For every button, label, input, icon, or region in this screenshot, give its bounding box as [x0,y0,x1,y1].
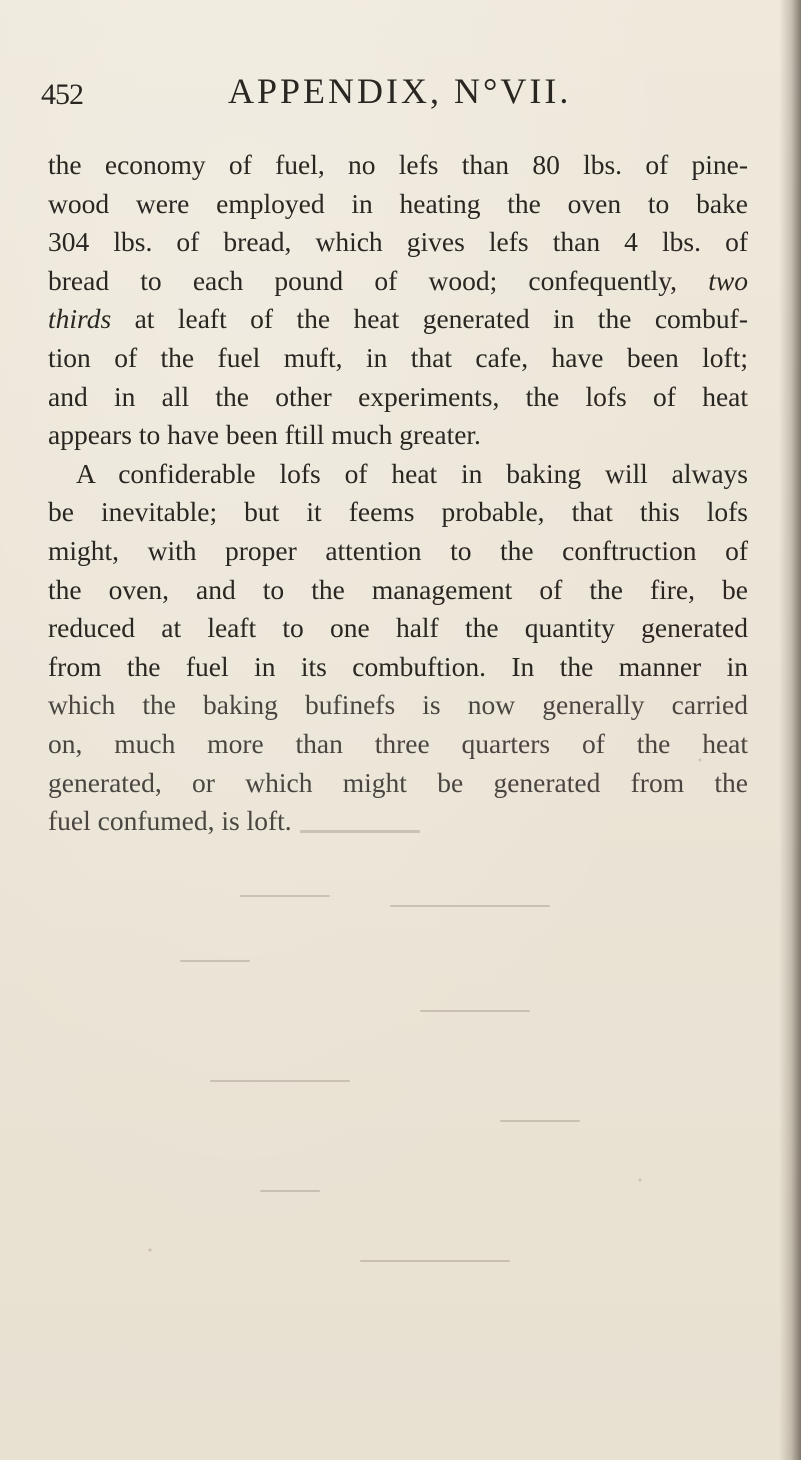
text-line: fuel confumed, is loft. [48,805,292,837]
text-line: appears to have been ftill much greater. [48,419,481,451]
text-line: reduced at leaft to one half the quantity generated [48,612,748,644]
text-line: tion of the fuel muft, in that cafe, have been loft; [48,341,748,373]
text-line: wood were employed in heating the oven to bake [48,187,748,219]
text-line: might, with proper attention to the conftruction of [48,534,748,566]
text-line: be inevitable; but it feems probable, that this lofs [48,496,748,528]
text-line: on, much more than three quarters of the heat [48,727,748,759]
page-edge-shadow [779,0,801,1460]
text-line: generated, or which might be generated from the [48,766,748,798]
italic-text: thirds [48,303,112,335]
text-segment: bread to each pound of wood; confequently, [48,264,678,296]
text-line: from the fuel in its combuftion. In the manner in [48,650,748,682]
text-line: A confiderable lofs of heat in baking will always [76,457,748,489]
text-line: 304 lbs. of bread, which gives lefs than 4 lbs. of [48,226,748,258]
running-head: APPENDIX, N°VII. [228,71,572,111]
text-line: the oven, and to the management of the fire, be [48,573,748,605]
text-line: and in all the other experiments, the lofs of heat [48,380,748,412]
text-segment: at leaft of the heat generated in the combuf- [111,303,748,335]
text-line: which the baking bufinefs is now generally carried [48,689,748,721]
page-number: 452 [41,78,83,111]
italic-text: two [708,264,748,296]
text-line: the economy of fuel, no lefs than 80 lbs. of pine- [48,149,748,180]
